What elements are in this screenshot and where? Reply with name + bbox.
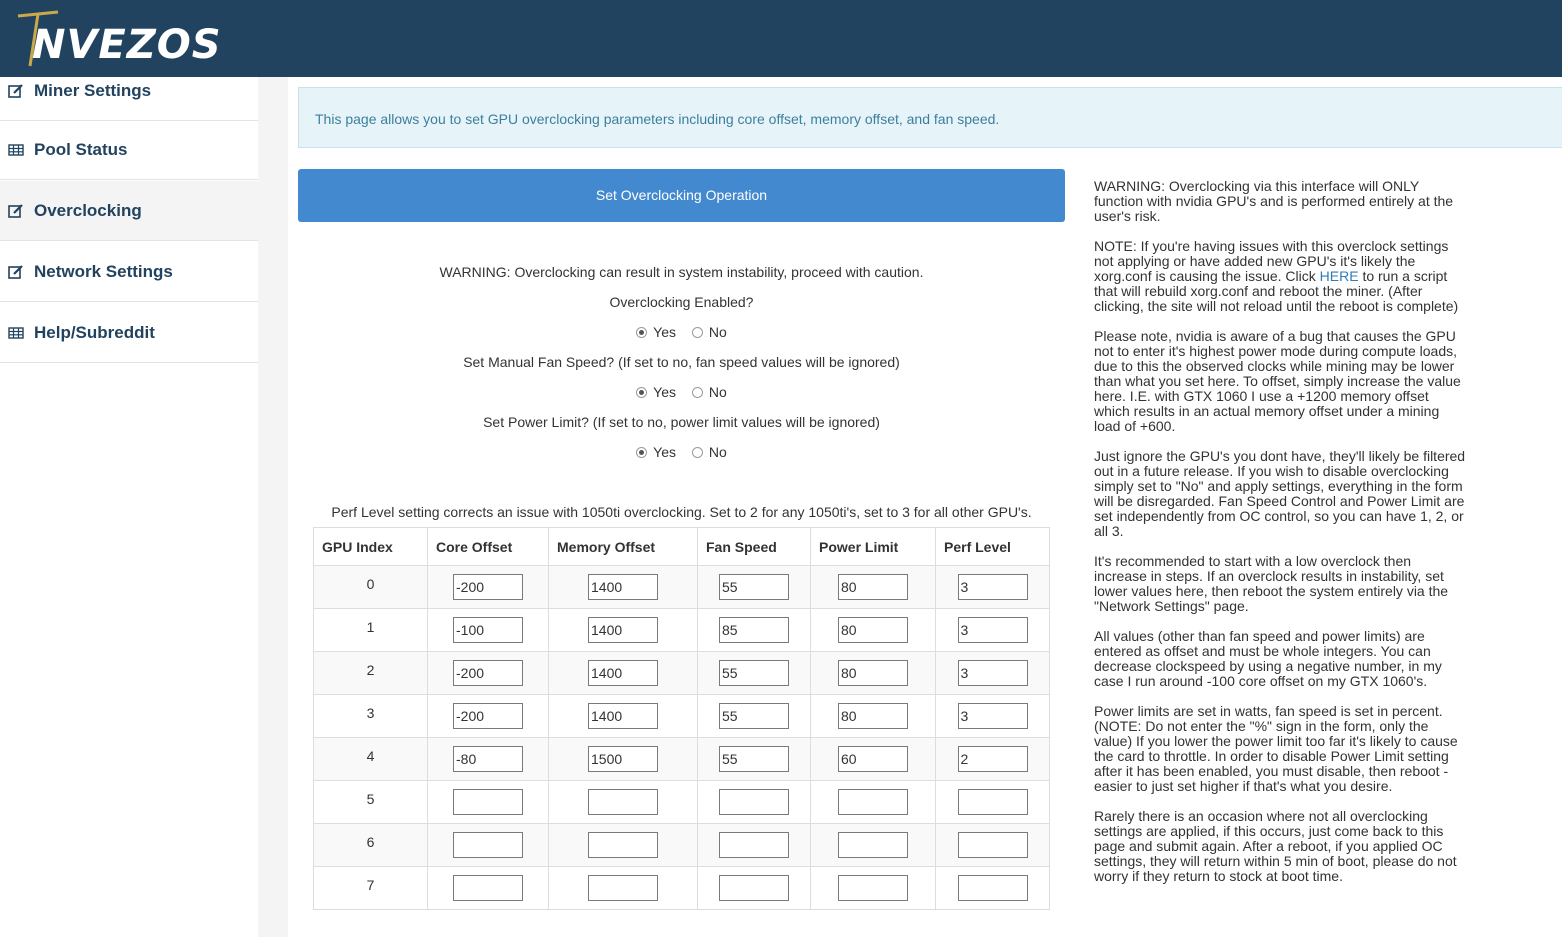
edit-icon [8, 264, 24, 280]
notes-paragraph: Rarely there is an occasion where not all overclocking settings are applied, if this occurs, just come back to this page and submit again. After a reboot, if you applied OC settings, they will return within 5 min of boot, please do not worry if they return to stock at boot time. [1094, 808, 1457, 884]
core-offset-input[interactable] [453, 660, 523, 686]
table-cell [549, 824, 698, 867]
perf-level-input[interactable] [958, 789, 1028, 815]
fan-speed-input[interactable] [719, 703, 789, 729]
table-icon [8, 325, 24, 341]
set-overclocking-operation-button[interactable]: Set Overclocking Operation [298, 169, 1065, 222]
table-cell [428, 781, 549, 824]
sidebar-item-label: Help/Subreddit [34, 322, 155, 342]
core-offset-input[interactable] [453, 617, 523, 643]
notes-paragraph: Power limits are set in watts, fan speed is set in percent. (NOTE: Do not enter the "%" sign in the form, only the value) If you lower the power limit too far it's likely to cause the card to throttle. In order to disable Power Limit setting after it has been enabled, you must disable, then reboot - easier to just set higher if that's what you desire. [1094, 703, 1458, 794]
sidebar-item-overclocking[interactable] [0, 181, 258, 241]
power-limit-input[interactable] [838, 660, 908, 686]
edit-icon [8, 83, 24, 99]
radio-button[interactable] [636, 447, 647, 458]
radio-button[interactable] [692, 327, 703, 338]
fan-speed-input[interactable] [719, 789, 789, 815]
power-limit-input[interactable] [838, 875, 908, 901]
radio-label: No [708, 444, 727, 460]
radio-label: No [708, 324, 727, 340]
table-cell [549, 566, 698, 609]
sidebar-item-label: Miner Settings [34, 80, 152, 100]
table-cell [549, 609, 698, 652]
table-cell [936, 781, 1050, 824]
table-cell [811, 652, 936, 695]
notes-xorg-text: NOTE: If you're having issues with this overclock settings not applying or have added new GPU's it's likely the xorg.conf is causing the issue. Click [1094, 238, 1449, 284]
radio-group-power-limit [298, 444, 1065, 461]
gpu-index: 4 [314, 738, 428, 781]
table-cell [698, 824, 811, 867]
table-cell [549, 652, 698, 695]
gpu-index: 7 [314, 867, 428, 910]
radio-group-manual-fan-speed [298, 384, 1065, 401]
table-row [314, 652, 1050, 695]
power-limit-input[interactable] [838, 617, 908, 643]
memory-offset-input[interactable] [588, 875, 658, 901]
core-offset-input[interactable] [453, 703, 523, 729]
table-cell [549, 695, 698, 738]
radio-button[interactable] [636, 387, 647, 398]
table-cell [811, 566, 936, 609]
edit-icon [8, 203, 24, 219]
table-cell [811, 781, 936, 824]
table-cell [428, 867, 549, 910]
perf-level-input[interactable] [958, 574, 1028, 600]
table-cell [936, 609, 1050, 652]
gpu-index: 2 [314, 652, 428, 695]
perf-level-input[interactable] [958, 703, 1028, 729]
radio-no[interactable] [692, 324, 727, 340]
radio-button[interactable] [692, 387, 703, 398]
perf-level-input[interactable] [958, 746, 1028, 772]
fan-speed-input[interactable] [719, 574, 789, 600]
memory-offset-input[interactable] [588, 703, 658, 729]
warning-text: WARNING: Overclocking can result in system instability, proceed with caution. [439, 264, 924, 280]
table-cell [698, 781, 811, 824]
notes-paragraph: All values (other than fan speed and power limits) are entered as offset and must be whole integers. You can decrease clockspeed by using a negative number, in my case I run around -100 core offset on my GTX 1060's. [1094, 628, 1442, 689]
fan-speed-input[interactable] [719, 617, 789, 643]
sidebar-item-label: Network Settings [34, 261, 173, 281]
table-cell [428, 824, 549, 867]
notes-paragraph: Please note, nvidia is aware of a bug that causes the GPU not to enter it's highest power mode during compute loads, due to this the observed clocks while mining may be lower than what you set here. To offset, simply increase the value here. I.E. with GTX 1060 I use a +1200 memory offset which results in an actual memory offset under a mining load of +600. [1094, 328, 1461, 434]
notes-column [1094, 179, 1466, 899]
table-cell [811, 738, 936, 781]
radio-label: No [708, 384, 727, 400]
radio-label: Yes [653, 384, 677, 400]
here-link[interactable]: HERE [1319, 268, 1359, 284]
fan-speed-input[interactable] [719, 875, 789, 901]
radio-yes[interactable] [636, 444, 676, 460]
gpu-index: 1 [314, 609, 428, 652]
info-text: This page allows you to set GPU overclocking parameters including core offset, memory offset, and fan speed. [315, 111, 1000, 127]
table-cell [549, 781, 698, 824]
radio-label: Yes [653, 444, 677, 460]
table-cell [936, 824, 1050, 867]
perf-level-note: Perf Level setting corrects an issue with 1050ti overclocking. Set to 2 for any 1050ti's, set to 3 for all other GPU's. [331, 504, 1032, 520]
memory-offset-input[interactable] [588, 832, 658, 858]
column-header: Fan Speed [698, 528, 811, 566]
table-cell [936, 566, 1050, 609]
table-cell [936, 738, 1050, 781]
table-row [314, 566, 1050, 609]
sidebar-item-miner-settings[interactable] [0, 61, 258, 121]
sidebar-item-pool-status[interactable] [0, 120, 258, 180]
radio-group-overclocking-enabled [298, 324, 1065, 341]
table-cell [698, 609, 811, 652]
perf-level-input[interactable] [958, 832, 1028, 858]
memory-offset-input[interactable] [588, 789, 658, 815]
table-icon [8, 142, 24, 158]
core-offset-input[interactable] [453, 875, 523, 901]
table-cell [936, 695, 1050, 738]
core-offset-input[interactable] [453, 746, 523, 772]
question-manual-fan-speed: Set Manual Fan Speed? (If set to no, fan speed values will be ignored) [463, 354, 900, 370]
power-limit-input[interactable] [838, 574, 908, 600]
power-limit-input[interactable] [838, 789, 908, 815]
table-cell [428, 738, 549, 781]
column-header: Perf Level [936, 528, 1050, 566]
table-cell [698, 695, 811, 738]
table-cell [428, 652, 549, 695]
table-row [314, 867, 1050, 910]
fan-speed-input[interactable] [719, 660, 789, 686]
radio-yes[interactable] [636, 324, 676, 340]
notes-warning: WARNING: Overclocking via this interface will ONLY function with nvidia GPU's and is performed entirely at the user's risk. [1094, 178, 1454, 224]
table-cell [811, 824, 936, 867]
gpu-index: 0 [314, 566, 428, 609]
table-cell [698, 738, 811, 781]
question-power-limit: Set Power Limit? (If set to no, power limit values will be ignored) [483, 414, 880, 430]
perf-level-input[interactable] [958, 660, 1028, 686]
table-header-row [314, 528, 1050, 566]
fan-speed-input[interactable] [719, 832, 789, 858]
table-cell [936, 652, 1050, 695]
table-cell [428, 566, 549, 609]
sidebar-gutter [258, 77, 288, 937]
column-header: Core Offset [428, 528, 549, 566]
memory-offset-input[interactable] [588, 574, 658, 600]
table-row [314, 609, 1050, 652]
notes-paragraph: It's recommended to start with a low overclock then increase in steps. If an overclock results in instability, set lower values here, then reboot the system entirely via the "Network Settings" page. [1094, 553, 1449, 614]
radio-no[interactable] [692, 444, 727, 460]
power-limit-input[interactable] [838, 703, 908, 729]
table-cell [811, 867, 936, 910]
table-cell [698, 652, 811, 695]
power-limit-input[interactable] [838, 746, 908, 772]
core-offset-input[interactable] [453, 789, 523, 815]
perf-level-input[interactable] [958, 617, 1028, 643]
notes-xorg [1094, 239, 1466, 314]
radio-button[interactable] [692, 447, 703, 458]
question-overclocking-enabled: Overclocking Enabled? [609, 294, 754, 310]
gpu-index: 5 [314, 781, 428, 824]
table-cell [698, 566, 811, 609]
memory-offset-input[interactable] [588, 746, 658, 772]
table-cell [428, 609, 549, 652]
table-cell [936, 867, 1050, 910]
table-cell [698, 867, 811, 910]
overclock-table [313, 527, 1050, 910]
perf-level-input[interactable] [958, 875, 1028, 901]
core-offset-input[interactable] [453, 832, 523, 858]
notes-paragraph: Just ignore the GPU's you dont have, they'll likely be filtered out in a future release. If you wish to disable overclocking simply set to "No" and apply settings, everything in the form will be disregarded. Fan Speed Control and Power Limit are set independently from OC control, so you can have 1, 2, or all 3. [1094, 448, 1466, 539]
table-cell [428, 695, 549, 738]
power-limit-input[interactable] [838, 832, 908, 858]
table-row [314, 824, 1050, 867]
table-cell [549, 867, 698, 910]
gpu-index: 3 [314, 695, 428, 738]
column-header: Power Limit [811, 528, 936, 566]
radio-yes[interactable] [636, 384, 676, 400]
table-row [314, 781, 1050, 824]
radio-label: Yes [653, 324, 677, 340]
memory-offset-input[interactable] [588, 617, 658, 643]
sidebar-item-label: Pool Status [34, 139, 128, 159]
column-header: Memory Offset [549, 528, 698, 566]
table-cell [549, 738, 698, 781]
sidebar-item-help-subreddit[interactable] [0, 303, 258, 363]
table-row [314, 695, 1050, 738]
gpu-index: 6 [314, 824, 428, 867]
memory-offset-input[interactable] [588, 660, 658, 686]
table-cell [811, 695, 936, 738]
core-offset-input[interactable] [453, 574, 523, 600]
column-header: GPU Index [314, 528, 428, 566]
sidebar-item-label: Overclocking [34, 200, 142, 220]
table-row [314, 738, 1050, 781]
table-cell [811, 609, 936, 652]
fan-speed-input[interactable] [719, 746, 789, 772]
logo-text: NVEZOS [32, 22, 222, 68]
radio-button[interactable] [636, 327, 647, 338]
radio-no[interactable] [692, 384, 727, 400]
sidebar [0, 77, 258, 937]
notes-xorg-text: to run a script that will rebuild xorg.conf and reboot the miner. (After clicking, the site will not reload until the reboot is complete) [1094, 268, 1459, 314]
sidebar-item-network-settings[interactable] [0, 242, 258, 302]
info-alert [298, 87, 1562, 148]
